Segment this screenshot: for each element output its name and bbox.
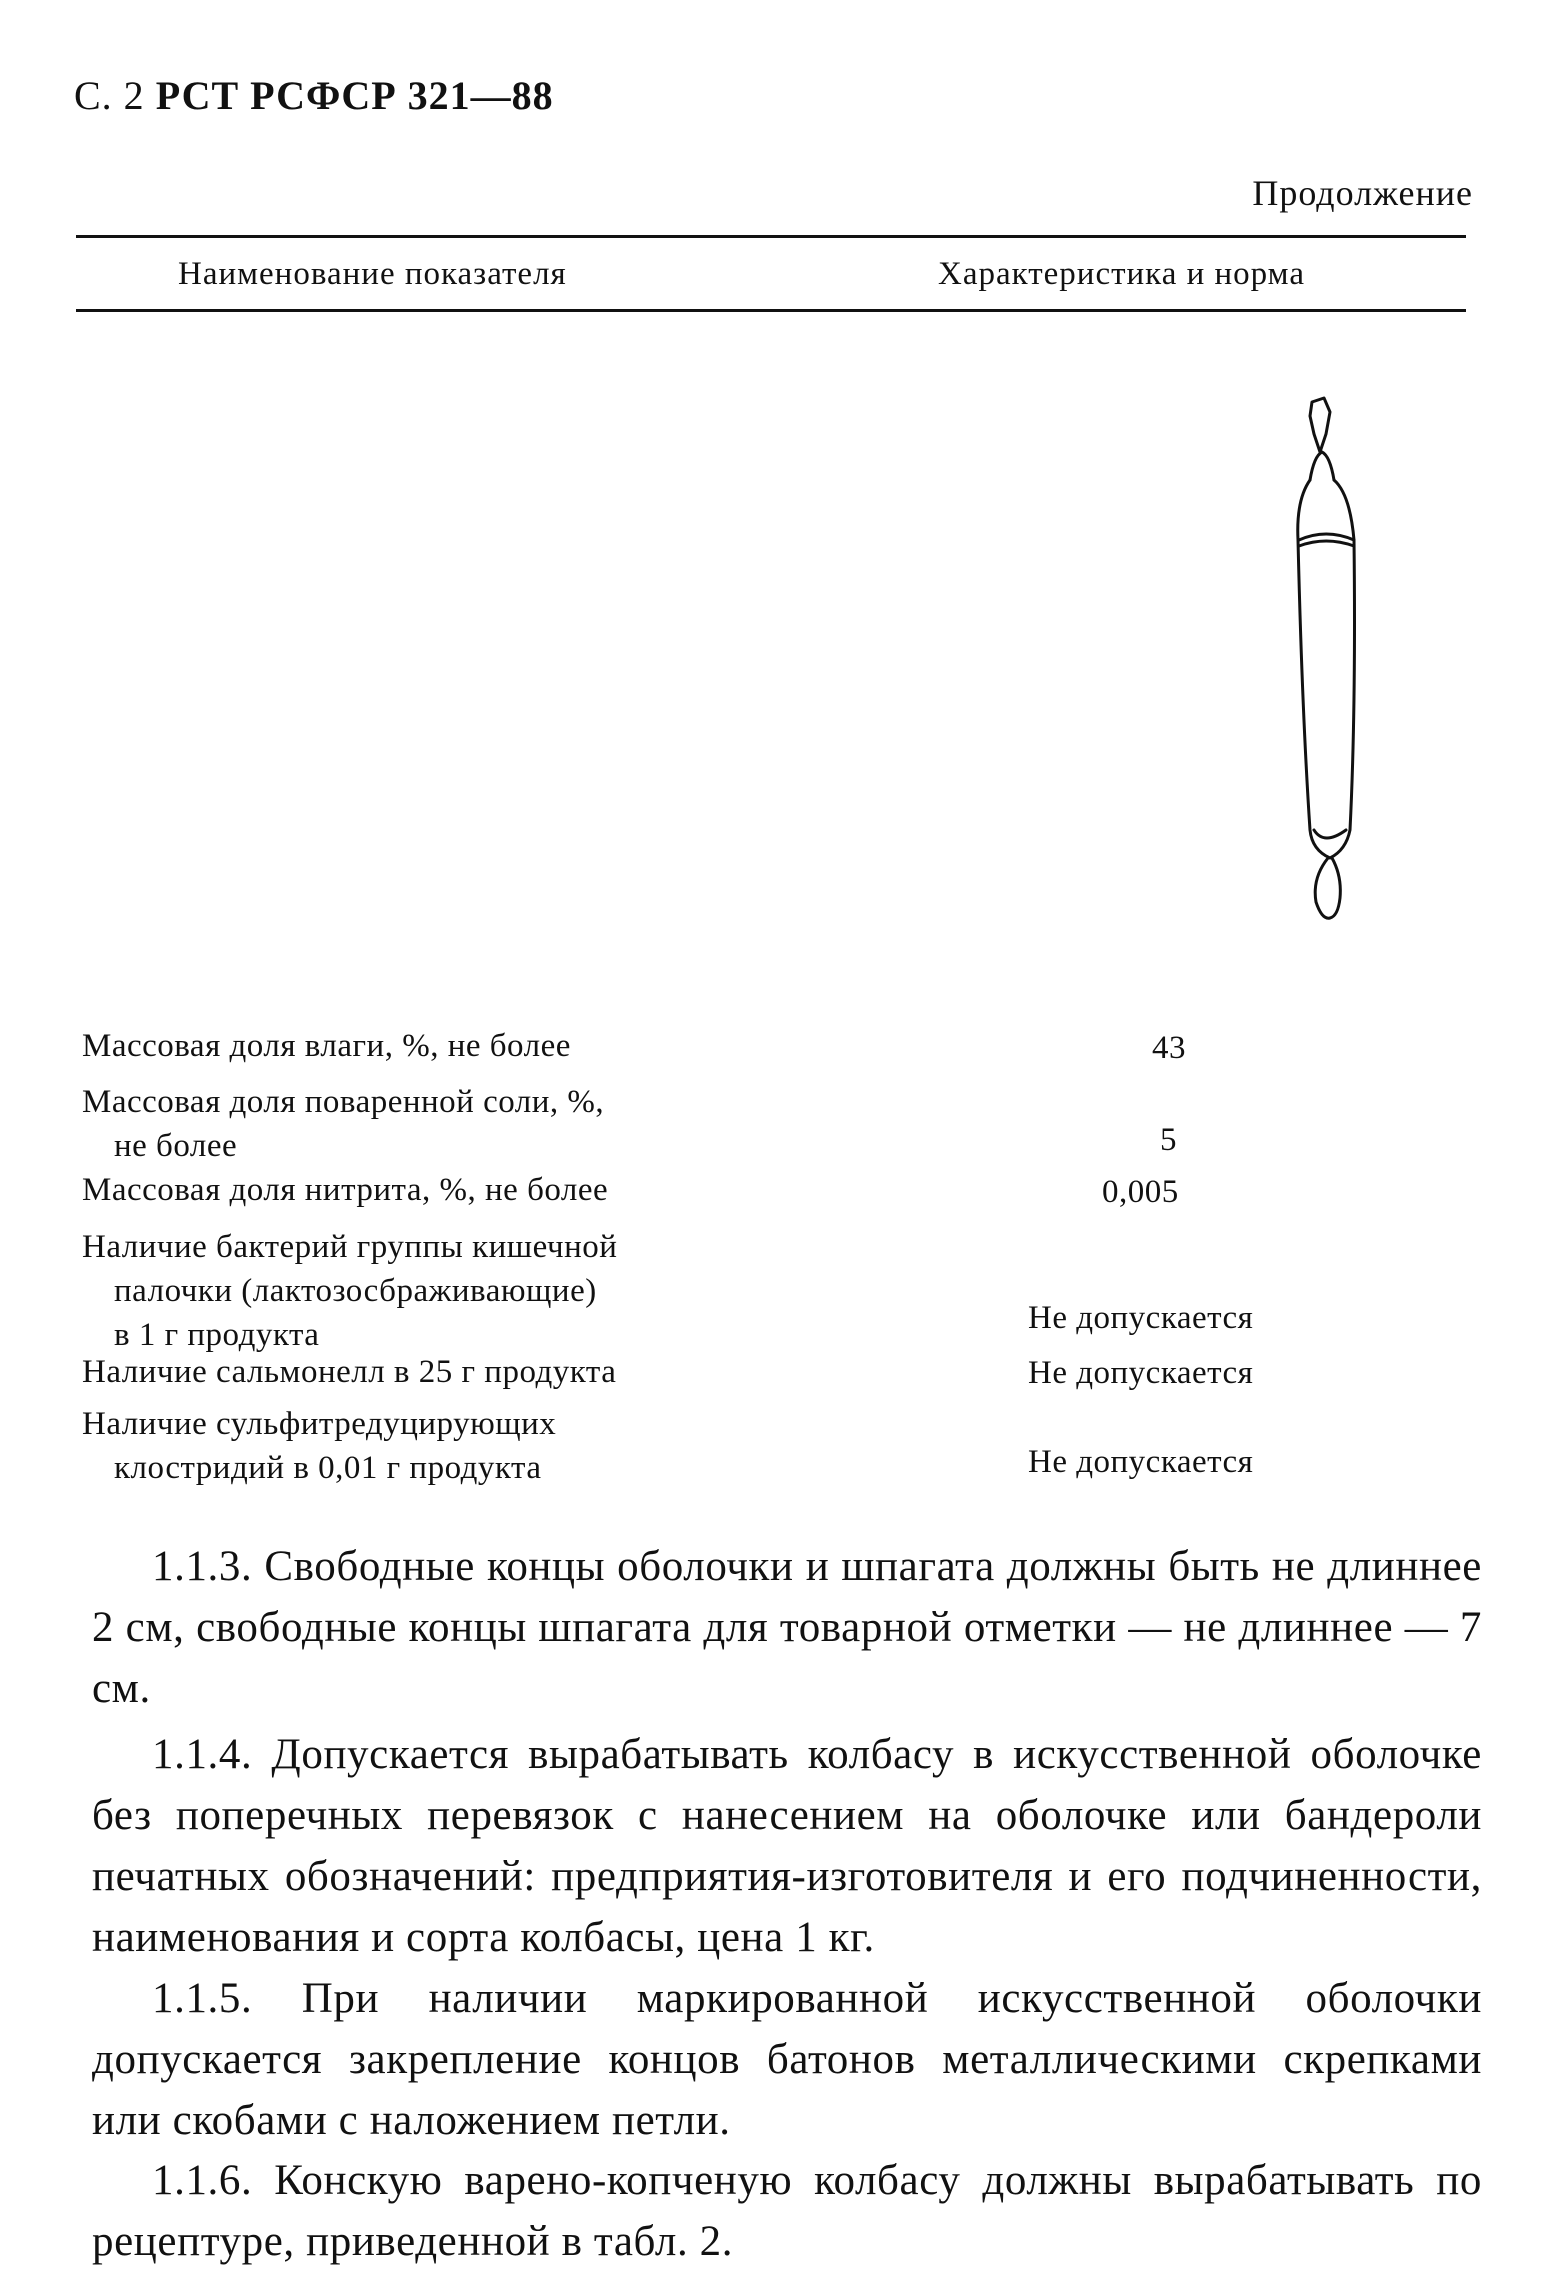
table-row-name: Массовая доля поваренной соли, %, не более (82, 1084, 605, 1164)
sausage-tie-band (1299, 534, 1354, 540)
table-row-value: Не допускается (1028, 1300, 1254, 1336)
table-row-name: Наличие сульфитредуцирующих клостридий в 0,01 г продукта (82, 1406, 557, 1486)
paragraph-1-1-5: 1.1.5. При наличии маркированной искусственной оболочки допускается закрепление концов батонов металлическими скрепками или скобами с наложением петли. (92, 1975, 1482, 2144)
page-header (74, 72, 554, 119)
paragraph-1-1-4: 1.1.4. Допускается вырабатывать колбасу в искусственной оболочке без поперечных перевязок с нанесением на оболочке или бандероли печатных обозначений: предприятия-изготовителя и его подчиненности, наименования и сорта колбасы, цена 1 кг. (92, 1731, 1482, 1961)
bottom-twine-loop (1315, 858, 1340, 918)
column-header-name: Наименование показателя (178, 256, 567, 292)
top-twine-loop (1310, 398, 1330, 452)
table-row-value: Не допускается (1028, 1444, 1254, 1480)
table-row-value: 5 (1160, 1122, 1177, 1158)
continuation-label: Продолжение (1252, 173, 1473, 213)
table-row-value: 43 (1152, 1030, 1186, 1066)
table-header-rule (76, 309, 1466, 312)
table-row-name: Массовая доля нитрита, %, не более (82, 1172, 609, 1208)
table-row-name: Массовая доля влаги, %, не более (82, 1028, 571, 1064)
sausage-illustration (1290, 390, 1380, 930)
standard-code: РСТ РСФСР 321—88 (155, 73, 554, 118)
paragraph-1-1-3: 1.1.3. Свободные концы оболочки и шпагата должны быть не длиннее 2 см, свободные концы шпагата для товарной отметки — не длиннее — 7 см. (92, 1543, 1482, 1712)
sausage-bottom-knot (1314, 830, 1346, 838)
table-row-value: Не допускается (1028, 1355, 1254, 1391)
column-header-value: Характеристика и норма (938, 256, 1305, 292)
table-row-name: Наличие бактерий группы кишечной палочки (лактозосбраживающие) в 1 г продукта (82, 1229, 618, 1353)
page-number: С. 2 (74, 73, 145, 118)
table-top-rule (76, 235, 1466, 238)
table-row-value: 0,005 (1102, 1174, 1179, 1210)
sausage-top-tip (1310, 452, 1334, 480)
paragraph-1-1-6: 1.1.6. Конскую варено-копченую колбасу должны вырабатывать по рецептуре, приведенной в табл. 2. (92, 2157, 1482, 2265)
table-row-name: Наличие сальмонелл в 25 г продукта (82, 1354, 617, 1390)
